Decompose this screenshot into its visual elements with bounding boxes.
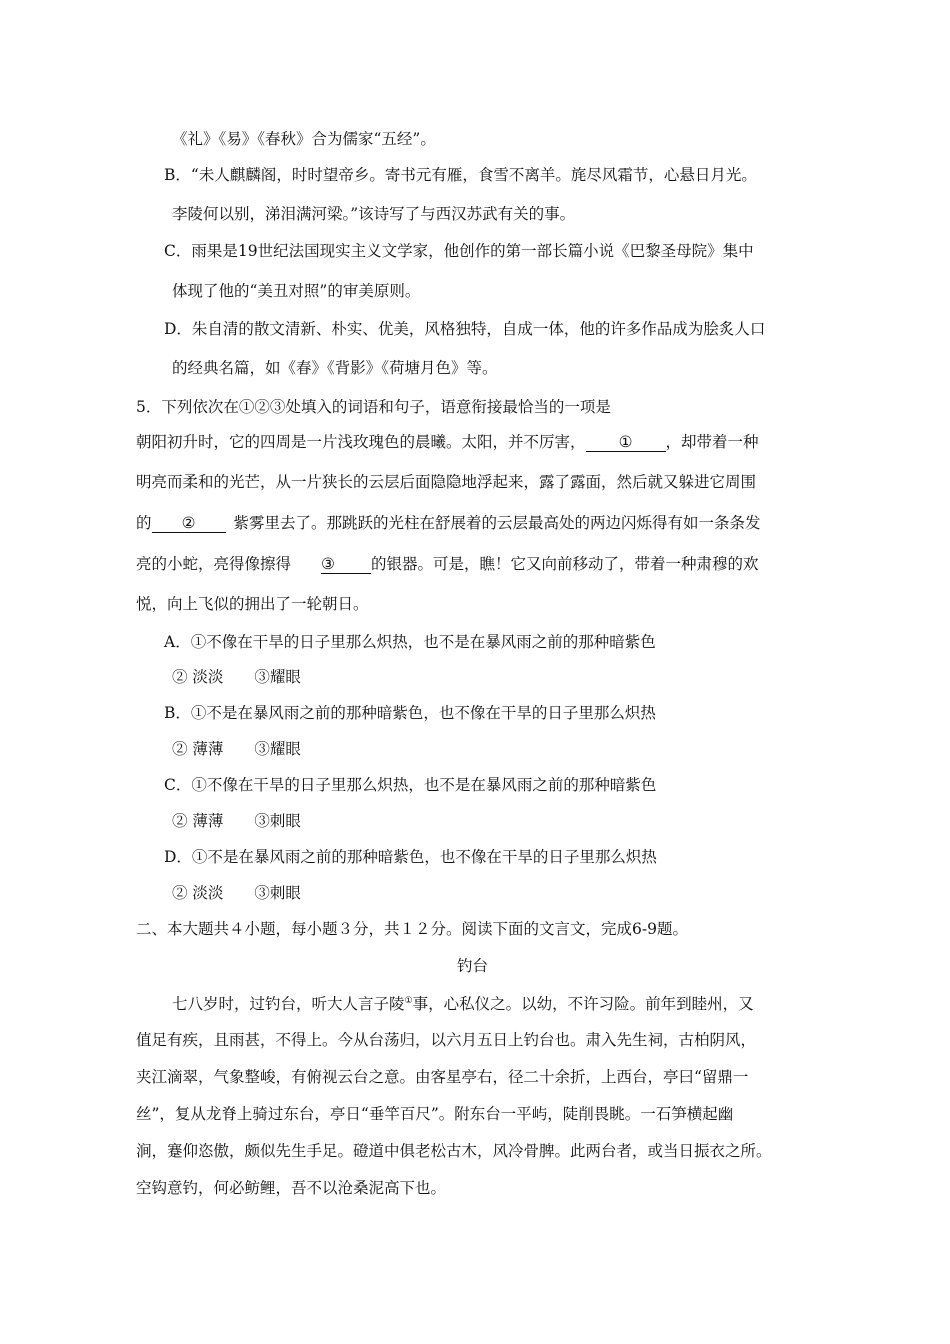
q5-passage-line2: 明亮而柔和的光芒，从一片狭长的云层后面隐隐地浮起来，露了露面，然后就又躲进它周围 bbox=[136, 473, 757, 491]
q5-passage-line5: 悦，向上飞似的拥出了一轮朝日。 bbox=[136, 595, 369, 613]
q4-option-a-continuation: 《礼》《易》《春秋》合为儒家“五经”。 bbox=[172, 130, 436, 148]
q4-option-b-line1: B．“未人麒麟阁，时时望帝乡。寄书元有雁，食雪不离羊。旄尽风霜节，心悬日月光。 bbox=[164, 166, 757, 184]
q4-option-d-line1: D．朱自清的散文清新、朴实、优美，风格独特，自成一体，他的许多作品成为脍炙人口 bbox=[164, 320, 766, 338]
q5-option-b-line1: B．①不是在暴风雨之前的那种暗紫色，也不像在干旱的日子里那么炽热 bbox=[164, 704, 656, 722]
passage-line4: 丝”，复从龙脊上骑过东台，亭日“垂竿百尺”。附东台一平屿，陡削畏眺。一石笋横起幽 bbox=[136, 1105, 734, 1123]
passage-line3: 夹江滴翠，气象整峻，有俯视云台之意。由客星亭右，径二十余折，上西台，亭曰“留鼎一 bbox=[136, 1068, 749, 1086]
fill-blank-2: ② bbox=[152, 514, 226, 533]
passage-text: 七八岁时，过钓台，听大人言子陵 bbox=[172, 995, 405, 1013]
q5-passage-text: 的银器。可是，瞧！它又向前移动了，带着一种肃穆的欢 bbox=[371, 555, 759, 573]
q5-passage-text: 朝阳初升时，它的四周是一片浅玫瑰色的晨曦。太阳，并不厉害， bbox=[136, 433, 586, 451]
passage-text: 事，心私仪之。以幼，不许习险。前年到睦州，又 bbox=[412, 995, 754, 1013]
passage-line5: 涧，蹇仰恣傲，颇似先生手足。磴道中俱老松古木，风冷骨脾。此两台者，或当日振衣之所。 bbox=[136, 1142, 772, 1160]
q4-option-d-line2: 的经典名篇，如《春》《背影》《荷塘月色》等。 bbox=[172, 359, 498, 377]
q5-option-d-line1: D．①不是在暴风雨之前的那种暗紫色，也不像在干旱的日子里那么炽热 bbox=[164, 848, 657, 866]
q4-option-c-line2: 体现了他的“美丑对照”的审美原则。 bbox=[172, 282, 421, 300]
q5-option-c-line2: ② 薄薄 ③刺眼 bbox=[172, 812, 301, 830]
passage-line2: 值足有疾，且雨甚，不得上。今从台荡归，以六月五日上钓台也。肃入先生祠，古柏阴风， bbox=[136, 1031, 757, 1049]
q5-option-c-line1: C．①不像在干旱的日子里那么炽热，也不是在暴风雨之前的那种暗紫色 bbox=[164, 776, 657, 794]
fill-blank-1: ① bbox=[586, 433, 666, 452]
q5-option-b-line2: ② 薄薄 ③耀眼 bbox=[172, 740, 301, 758]
q5-passage-line3 bbox=[136, 513, 761, 533]
q4-option-b-line2: 李陵何以别，涕泪满河梁。”该诗写了与西汉苏武有关的事。 bbox=[172, 205, 576, 223]
footnote-marker: ① bbox=[404, 995, 413, 1006]
q4-option-c-line1: C．雨果是19世纪法国现实主义文学家，他创作的第一部长篇小说《巴黎圣母院》集中 bbox=[164, 242, 754, 260]
fill-blank-3: ③ bbox=[321, 555, 371, 574]
q5-passage-text: 紫雾里去了。那跳跃的光柱在舒展着的云层最高处的两边闪烁得有如一条条发 bbox=[233, 514, 761, 532]
passage-title: 钓台 bbox=[457, 957, 489, 975]
q5-passage-text: 的 bbox=[136, 514, 152, 532]
passage-line6: 空钩意钓，何必鲂鲤，吾不以沧桑泥高下也。 bbox=[136, 1179, 447, 1197]
q5-stem: 5．下列依次在①②③处填入的词语和句子，语意衔接最恰当的一项是 bbox=[136, 398, 611, 416]
q5-option-a-line2: ② 淡淡 ③耀眼 bbox=[172, 668, 301, 686]
section2-heading: 二、本大题共４小题，每小题３分，共１２分。阅读下面的文言文，完成6-9题。 bbox=[136, 920, 688, 938]
q5-passage-text: ，却带着一种 bbox=[665, 433, 759, 451]
q5-option-d-line2: ② 淡淡 ③刺眼 bbox=[172, 884, 301, 902]
q5-passage-line1 bbox=[136, 432, 759, 452]
passage-line1 bbox=[172, 994, 754, 1014]
q5-passage-line4 bbox=[136, 554, 759, 574]
q5-passage-text: 亮的小蛇，亮得像擦得 bbox=[136, 555, 292, 573]
q5-option-a-line1: A．①不像在干旱的日子里那么炽热，也不是在暴风雨之前的那种暗紫色 bbox=[164, 633, 656, 651]
